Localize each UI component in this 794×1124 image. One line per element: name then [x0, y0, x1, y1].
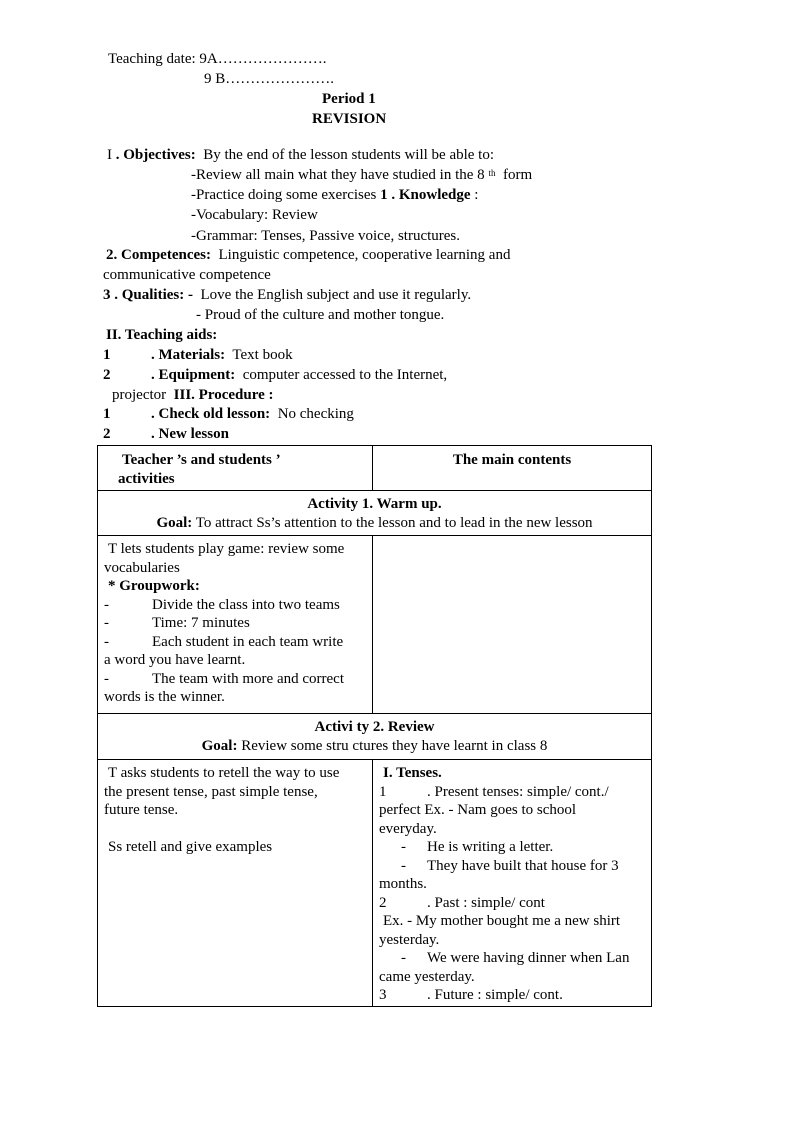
objectives-label: . Objectives: — [115, 147, 196, 163]
equipment-label: . Equipment: — [151, 367, 236, 383]
tense-item: 2 . Past : simple/ cont — [379, 894, 545, 911]
objectives-heading — [107, 146, 494, 164]
bullet-item: - Each student in each team write — [104, 633, 344, 650]
goal-label: Goal: — [201, 737, 238, 754]
objective-text: Review all main what they have studied in the 8 — [196, 167, 485, 183]
activity2-title-row — [98, 718, 651, 755]
activity-text: the present tense, past simple tense, — [104, 783, 318, 800]
lesson-table — [97, 445, 652, 1007]
row-divider — [98, 759, 651, 760]
check-line — [103, 405, 354, 423]
bullet-item-cont: words is the winner. — [104, 689, 225, 705]
objective-item: -Practice doing some exercises 1 . Knowledge : — [191, 187, 479, 203]
tense-text: perfect Ex. - Nam goes to school — [379, 802, 577, 818]
example-item: - We were having dinner when Lan — [401, 950, 630, 966]
qualities-label: 3 . Qualities: - — [103, 287, 193, 303]
example-item: - He is writing a letter. — [401, 839, 554, 855]
activity-text: T lets students play game: review some — [108, 541, 345, 557]
bullet-item: - Divide the class into two teams — [104, 596, 340, 613]
teaching-date-9a: Teaching date: 9A…………………. — [108, 51, 327, 67]
goal-text: To attract Ss’s attention to the lesson and to lead in the new lesson — [195, 514, 593, 531]
qualities-line2: - Proud of the culture and mother tongue. — [196, 307, 445, 323]
row-divider — [98, 490, 651, 491]
objective-text: Vocabulary: Review — [196, 207, 318, 223]
page-title: REVISION — [312, 111, 387, 127]
period-title: Period 1 — [322, 91, 376, 107]
superscript-th: th — [488, 168, 496, 178]
competences-line2: communicative competence — [103, 267, 271, 283]
tense-item: 1 . Present tenses: simple/ cont./ — [379, 783, 609, 800]
materials-line — [103, 346, 293, 364]
example-text: came yesterday. — [379, 968, 475, 985]
activity1-goal — [98, 514, 651, 533]
qualities-line — [103, 286, 471, 304]
objective-item: -Grammar: Tenses, Passive voice, structures. — [191, 228, 461, 244]
equipment-num: 2 — [103, 367, 111, 383]
objective-text: Practice doing some exercises — [196, 187, 377, 203]
tense-text: months. — [379, 876, 427, 892]
column-divider — [372, 535, 373, 713]
objective-item: -Review all main what they have studied in the 8 $^{th}$ form — [191, 167, 533, 183]
col1-header-line: activities — [118, 470, 175, 487]
equipment-value: computer accessed to the Internet, — [242, 367, 448, 383]
objectives-num: I — [107, 147, 112, 163]
goal-label: Goal: — [156, 514, 193, 531]
new-num: 2 — [103, 426, 111, 442]
check-label: . Check old lesson: — [151, 406, 271, 422]
goal-text: Review some stru ctures they have learnt in class 8 — [241, 737, 548, 754]
activity1-left-cell — [104, 540, 370, 707]
objective-text-end: form — [502, 167, 533, 183]
activity-text: future tense. — [104, 802, 179, 818]
objectives-intro: By the end of the lesson students will be able to: — [203, 147, 495, 163]
bullet-item-cont: a word you have learnt. — [104, 652, 246, 668]
activity1-title: Activity 1. Warm up. — [307, 496, 442, 512]
example-text: Ex. - My mother bought me a new shirt — [383, 913, 621, 929]
col1-header — [118, 451, 281, 488]
row-divider — [98, 535, 651, 536]
col1-header-line: Teacher ’s and students ’ — [122, 452, 281, 468]
example-item: - They have built that house for 3 — [401, 857, 619, 874]
tenses-heading: I. Tenses. — [383, 765, 442, 781]
bullet-item: - The team with more and correct — [104, 670, 344, 687]
qualities-text: Love the English subject and use it regularly. — [200, 287, 472, 303]
equipment-line — [103, 366, 447, 384]
teaching-date-9b: 9 B…………………. — [204, 71, 335, 87]
activity2-left-cell — [104, 764, 370, 856]
objective-item: -Vocabulary: Review — [191, 207, 318, 223]
competences-text: Linguistic competence, cooperative learning and — [218, 247, 511, 263]
check-value: No checking — [277, 406, 354, 422]
tense-item: 3 . Future : simple/ cont. — [379, 987, 563, 1003]
objective-text: Grammar: Tenses, Passive voice, structures. — [196, 228, 461, 244]
activity-text: T asks students to retell the way to use — [108, 765, 340, 781]
activity2-goal — [98, 737, 651, 756]
bullet-item: - Time: 7 minutes — [104, 615, 250, 631]
materials-num: 1 — [103, 347, 111, 363]
projector-text: projector — [112, 387, 167, 403]
activity-text: vocabularies — [104, 559, 180, 576]
competences-line — [106, 246, 510, 264]
new-lesson-line — [103, 425, 229, 443]
activity2-right-cell — [379, 764, 651, 1005]
tense-text: everyday. — [379, 820, 437, 837]
knowledge-label: 1 . Knowledge — [380, 187, 471, 203]
check-num: 1 — [103, 406, 111, 422]
groupwork-label: * Groupwork: — [108, 578, 200, 594]
teaching-aids-heading: II. Teaching aids: — [106, 327, 218, 343]
row-divider — [98, 713, 651, 714]
procedure-line — [112, 386, 274, 404]
competences-label: 2. Competences: — [106, 247, 211, 263]
materials-value: Text book — [232, 347, 293, 363]
activity2-title: Activi ty 2. Review — [314, 719, 435, 735]
activity1-title-row — [98, 495, 651, 532]
column-divider — [372, 759, 373, 1007]
example-text: yesterday. — [379, 931, 440, 948]
col2-header: The main contents — [452, 452, 572, 468]
procedure-heading: III. Procedure : — [173, 387, 274, 403]
activity-text: Ss retell and give examples — [108, 838, 273, 855]
materials-label: . Materials: — [151, 347, 226, 363]
new-lesson-label: . New lesson — [151, 426, 229, 442]
knowledge-colon: : — [474, 187, 479, 203]
